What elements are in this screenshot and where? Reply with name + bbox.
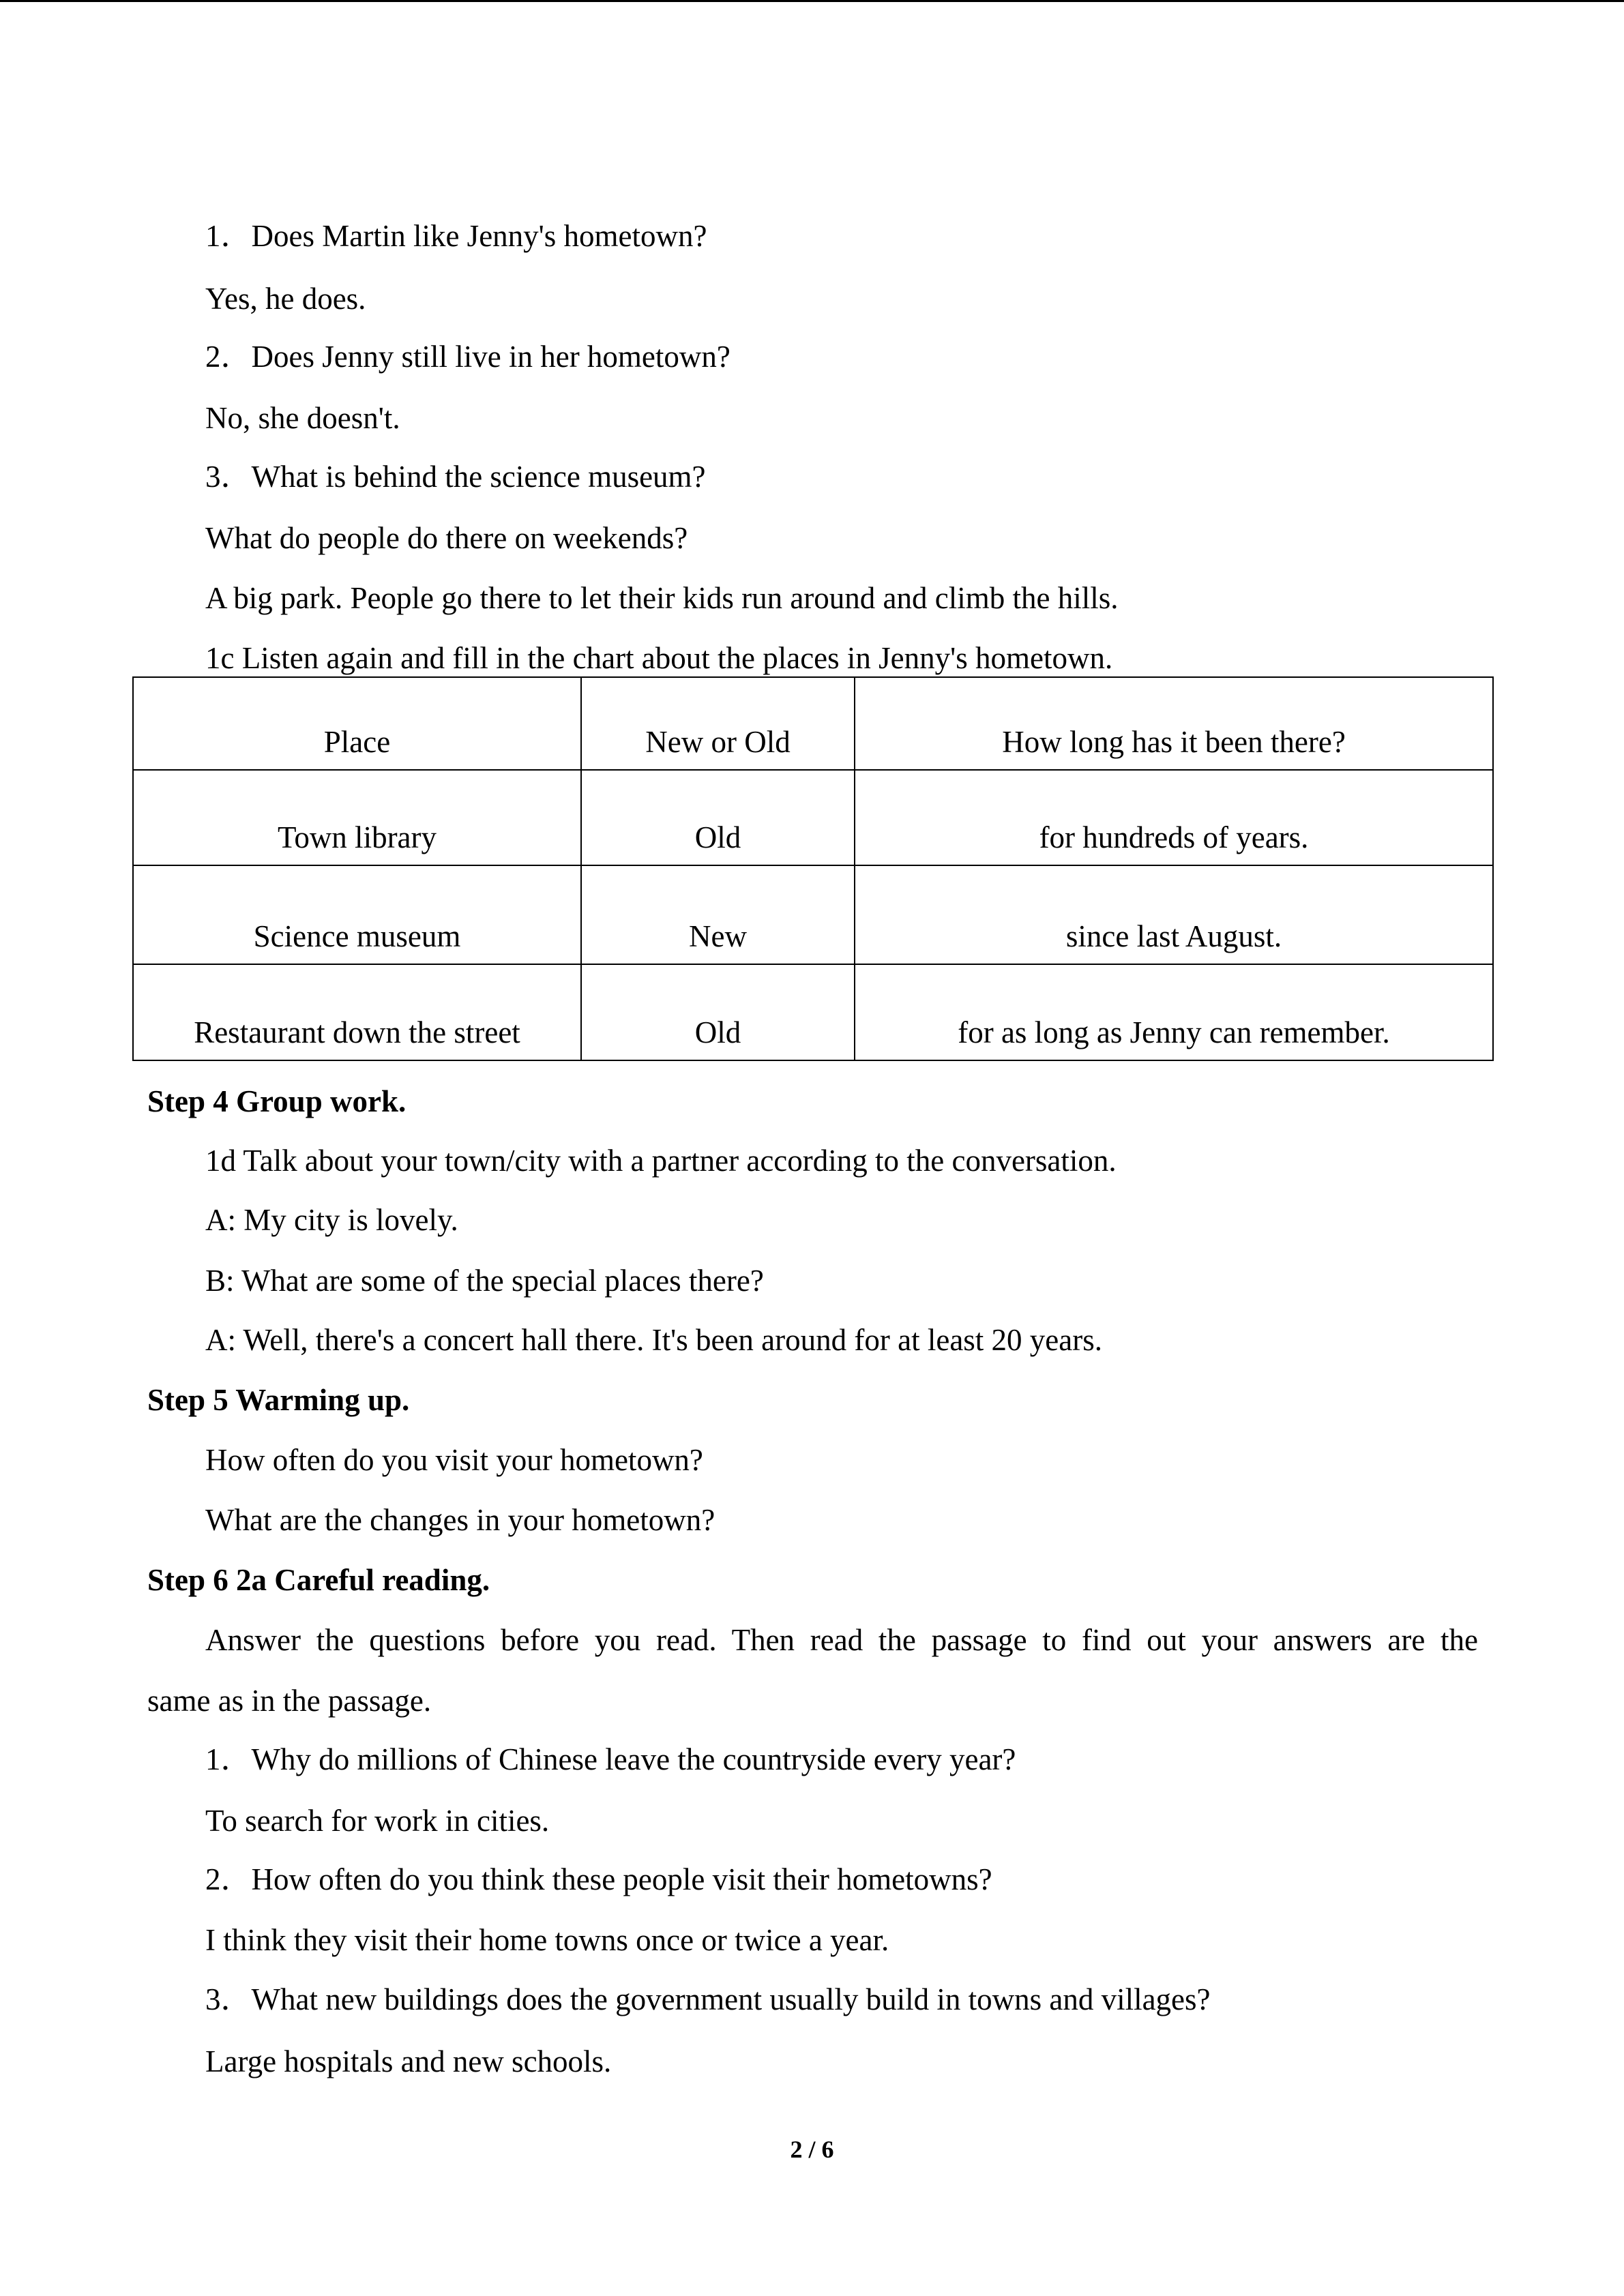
question-2: 2．Does Jenny still live in her hometown? — [205, 340, 730, 374]
reading-question-1: 1．Why do millions of Chinese leave the countryside every year? — [205, 1742, 1016, 1776]
header-place: Place — [133, 677, 581, 770]
question-1: 1．Does Martin like Jenny's hometown? — [205, 219, 707, 253]
reading-answer-3: Large hospitals and new schools. — [205, 2044, 612, 2078]
table-cell: Town library — [133, 770, 581, 865]
table-cell: for as long as Jenny can remember. — [855, 964, 1493, 1060]
table-header-row — [133, 677, 1493, 770]
page-number: 2 / 6 — [790, 2136, 834, 2163]
dialogue-line: B: What are some of the special places there? — [205, 1264, 764, 1298]
question-3: 3．What is behind the science museum? — [205, 460, 706, 494]
answer-1: Yes, he does. — [205, 282, 366, 316]
header-new-or-old: New or Old — [581, 677, 855, 770]
step5-heading: Step 5 Warming up. — [147, 1383, 410, 1417]
reading-question-3: 3．What new buildings does the government usually build in towns and villages? — [205, 1982, 1211, 2016]
dialogue-line: A: Well, there's a concert hall there. It's been around for at least 20 years. — [205, 1323, 1102, 1357]
step6-intro-line1: Answer the questions before you read. Then read the passage to find out your answers are the — [205, 1623, 1478, 1657]
step6-intro-line2: same as in the passage. — [147, 1684, 432, 1718]
chart-intro: 1c Listen again and fill in the chart about the places in Jenny's hometown. — [205, 641, 1113, 675]
table-cell: since last August. — [855, 865, 1493, 964]
warmup-question: What are the changes in your hometown? — [205, 1503, 715, 1537]
reading-answer-1: To search for work in cities. — [205, 1804, 550, 1838]
dialogue-line: A: My city is lovely. — [205, 1203, 458, 1237]
step4-heading: Step 4 Group work. — [147, 1084, 407, 1118]
question-3-followup: What do people do there on weekends? — [205, 521, 688, 555]
table-cell: New — [581, 865, 855, 964]
reading-question-2: 2．How often do you think these people visit their hometowns? — [205, 1862, 992, 1896]
table-cell: Old — [581, 770, 855, 865]
table-row — [133, 964, 1493, 1060]
step4-intro: 1d Talk about your town/city with a partner according to the conversation. — [205, 1144, 1117, 1178]
step6-heading: Step 6 2a Careful reading. — [147, 1563, 490, 1597]
answer-3: A big park. People go there to let their kids run around and climb the hills. — [205, 581, 1119, 615]
warmup-question: How often do you visit your hometown? — [205, 1443, 703, 1477]
places-table — [132, 676, 1494, 1061]
header-how-long: How long has it been there? — [855, 677, 1493, 770]
table-cell: Old — [581, 964, 855, 1060]
answer-2: No, she doesn't. — [205, 401, 400, 435]
table-cell: for hundreds of years. — [855, 770, 1493, 865]
table-row — [133, 770, 1493, 865]
table-cell: Science museum — [133, 865, 581, 964]
table-cell: Restaurant down the street — [133, 964, 581, 1060]
table-row — [133, 865, 1493, 964]
reading-answer-2: I think they visit their home towns once or twice a year. — [205, 1923, 889, 1957]
